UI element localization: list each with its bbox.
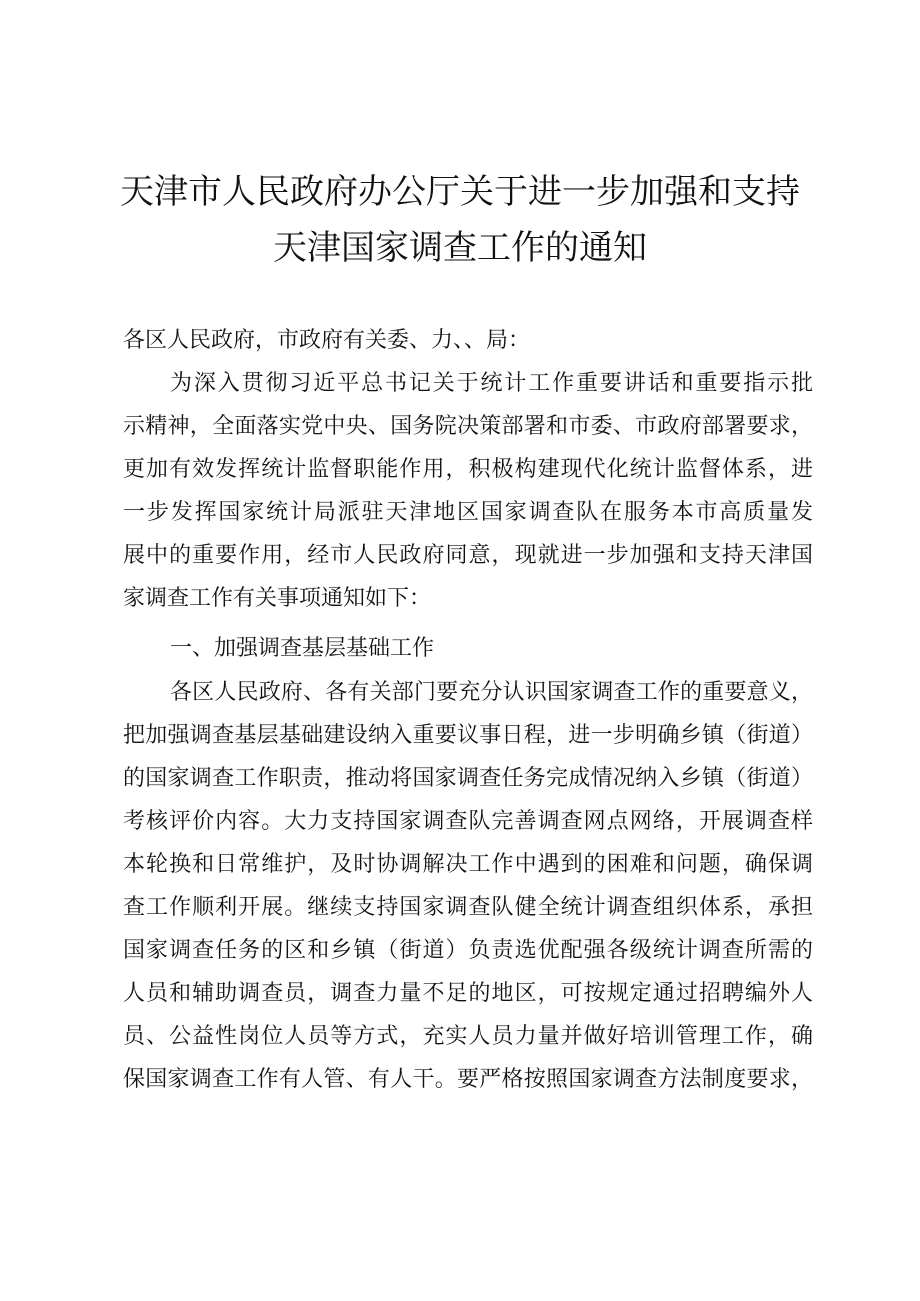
section-1-line-10: 保国家调查工作有人管、有人干。要严格按照国家调查方法制度要求， bbox=[123, 1067, 813, 1092]
section-1-line-2: 把加强调查基层基础建设纳入重要议事日程，进一步明确乡镇（街道） bbox=[123, 723, 813, 748]
section-1-line-5: 本轮换和日常维护，及时协调解决工作中遇到的困难和问题，确保调 bbox=[123, 852, 813, 877]
document-title-line-2: 天津国家调查工作的通知 bbox=[273, 228, 647, 268]
salutation: 各区人民政府，市政府有关委、力、、局： bbox=[123, 328, 531, 353]
intro-line-1: 为深入贯彻习近平总书记关于统计工作重要讲话和重要指示批 bbox=[170, 371, 813, 396]
section-1-line-3: 的国家调查工作职责，推动将国家调查任务完成情况纳入乡镇（街道） bbox=[123, 766, 813, 791]
intro-line-6: 家调查工作有关事项通知如下： bbox=[123, 586, 432, 611]
section-1-line-6: 查工作顺利开展。继续支持国家调查队健全统计调查组织体系，承担 bbox=[123, 895, 813, 920]
section-1-line-9: 员、公益性岗位人员等方式，充实人员力量并做好培训管理工作，确 bbox=[123, 1024, 813, 1049]
intro-line-2: 示精神，全面落实党中央、国务院决策部署和市委、市政府部署要求， bbox=[123, 414, 813, 439]
section-1-line-1: 各区人民政府、各有关部门要充分认识国家调查工作的重要意义， bbox=[170, 680, 813, 705]
intro-line-4: 一步发挥国家统计局派驻天津地区国家调查队在服务本市高质量发 bbox=[123, 500, 813, 525]
section-1-line-7: 国家调查任务的区和乡镇（街道）负责选优配强各级统计调查所需的 bbox=[123, 938, 813, 963]
section-1-line-4: 考核评价内容。大力支持国家调查队完善调查网点网络，开展调查样 bbox=[123, 809, 813, 834]
intro-line-3: 更加有效发挥统计监督职能作用，积极构建现代化统计监督体系，进 bbox=[123, 457, 813, 482]
document-title-line-1: 天津市人民政府办公厅关于进一步加强和支持 bbox=[120, 172, 800, 212]
intro-line-5: 展中的重要作用，经市人民政府同意，现就进一步加强和支持天津国 bbox=[123, 543, 813, 568]
section-1-heading: 一、加强调查基层基础工作 bbox=[170, 636, 435, 661]
section-1-line-8: 人员和辅助调查员，调查力量不足的地区，可按规定通过招聘编外人 bbox=[123, 981, 813, 1006]
